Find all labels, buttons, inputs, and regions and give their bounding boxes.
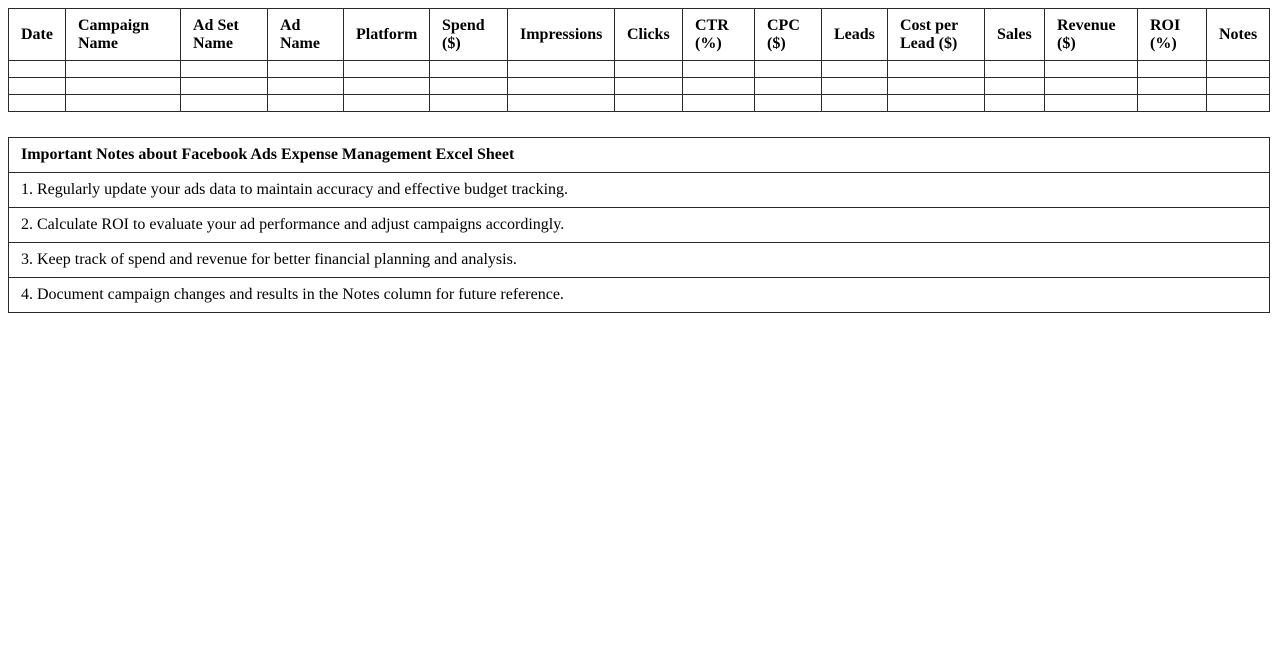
table-cell-revenue[interactable]	[1045, 78, 1138, 95]
table-row	[9, 61, 1270, 78]
column-header-leads: Leads	[822, 9, 888, 61]
column-header-ad-set-name: Ad Set Name	[181, 9, 268, 61]
table-cell-notes[interactable]	[1207, 95, 1270, 112]
notes-title: Important Notes about Facebook Ads Expense Management Excel Sheet	[9, 138, 1270, 173]
table-cell-ad-set-name[interactable]	[181, 95, 268, 112]
column-header-campaign-name: Campaign Name	[66, 9, 181, 61]
table-cell-clicks[interactable]	[615, 78, 683, 95]
table-row	[9, 78, 1270, 95]
table-cell-spend[interactable]	[430, 95, 508, 112]
table-header-row	[9, 9, 1270, 61]
column-header-clicks: Clicks	[615, 9, 683, 61]
table-cell-notes[interactable]	[1207, 61, 1270, 78]
table-cell-platform[interactable]	[344, 95, 430, 112]
table-cell-sales[interactable]	[985, 78, 1045, 95]
table-cell-roi[interactable]	[1138, 95, 1207, 112]
table-cell-spend[interactable]	[430, 61, 508, 78]
table-cell-sales[interactable]	[985, 95, 1045, 112]
column-header-ctr: CTR (%)	[683, 9, 755, 61]
table-cell-ad-name[interactable]	[268, 78, 344, 95]
column-header-impressions: Impressions	[508, 9, 615, 61]
table-cell-campaign-name[interactable]	[66, 95, 181, 112]
notes-header-row	[9, 138, 1270, 173]
table-cell-cpc[interactable]	[755, 95, 822, 112]
table-cell-revenue[interactable]	[1045, 61, 1138, 78]
table-cell-campaign-name[interactable]	[66, 78, 181, 95]
table-cell-cpc[interactable]	[755, 61, 822, 78]
table-cell-leads[interactable]	[822, 78, 888, 95]
table-cell-roi[interactable]	[1138, 61, 1207, 78]
note-row	[9, 243, 1270, 278]
column-header-spend: Spend ($)	[430, 9, 508, 61]
table-cell-ctr[interactable]	[683, 78, 755, 95]
note-item: 2. Calculate ROI to evaluate your ad performance and adjust campaigns accordingly.	[9, 208, 1270, 243]
note-item: 4. Document campaign changes and results in the Notes column for future reference.	[9, 278, 1270, 313]
table-cell-leads[interactable]	[822, 61, 888, 78]
table-cell-revenue[interactable]	[1045, 95, 1138, 112]
table-cell-ad-set-name[interactable]	[181, 78, 268, 95]
table-cell-impressions[interactable]	[508, 78, 615, 95]
table-cell-notes[interactable]	[1207, 78, 1270, 95]
table-cell-cost-per-lead[interactable]	[888, 95, 985, 112]
column-header-sales: Sales	[985, 9, 1045, 61]
table-cell-date[interactable]	[9, 95, 66, 112]
notes-body	[9, 173, 1270, 313]
table-cell-ad-name[interactable]	[268, 61, 344, 78]
table-cell-platform[interactable]	[344, 61, 430, 78]
note-row	[9, 208, 1270, 243]
column-header-platform: Platform	[344, 9, 430, 61]
table-cell-cost-per-lead[interactable]	[888, 61, 985, 78]
table-cell-date[interactable]	[9, 78, 66, 95]
table-cell-leads[interactable]	[822, 95, 888, 112]
column-header-roi: ROI (%)	[1138, 9, 1207, 61]
table-cell-ctr[interactable]	[683, 61, 755, 78]
note-row	[9, 278, 1270, 313]
facebook-ads-expense-table	[8, 8, 1270, 112]
table-body	[9, 61, 1270, 112]
column-header-ad-name: Ad Name	[268, 9, 344, 61]
note-item: 3. Keep track of spend and revenue for better financial planning and analysis.	[9, 243, 1270, 278]
table-cell-date[interactable]	[9, 61, 66, 78]
table-cell-platform[interactable]	[344, 78, 430, 95]
column-header-cpc: CPC ($)	[755, 9, 822, 61]
table-cell-cpc[interactable]	[755, 78, 822, 95]
table-row	[9, 95, 1270, 112]
important-notes-table	[8, 137, 1270, 313]
column-header-notes: Notes	[1207, 9, 1270, 61]
table-cell-campaign-name[interactable]	[66, 61, 181, 78]
table-cell-sales[interactable]	[985, 61, 1045, 78]
table-cell-cost-per-lead[interactable]	[888, 78, 985, 95]
column-header-cost-per-lead: Cost per Lead ($)	[888, 9, 985, 61]
table-cell-ad-name[interactable]	[268, 95, 344, 112]
table-cell-clicks[interactable]	[615, 61, 683, 78]
column-header-revenue: Revenue ($)	[1045, 9, 1138, 61]
table-cell-impressions[interactable]	[508, 61, 615, 78]
table-cell-impressions[interactable]	[508, 95, 615, 112]
column-header-date: Date	[9, 9, 66, 61]
table-cell-spend[interactable]	[430, 78, 508, 95]
table-cell-clicks[interactable]	[615, 95, 683, 112]
note-row	[9, 173, 1270, 208]
table-cell-ad-set-name[interactable]	[181, 61, 268, 78]
table-cell-roi[interactable]	[1138, 78, 1207, 95]
table-cell-ctr[interactable]	[683, 95, 755, 112]
note-item: 1. Regularly update your ads data to maintain accuracy and effective budget tracking.	[9, 173, 1270, 208]
